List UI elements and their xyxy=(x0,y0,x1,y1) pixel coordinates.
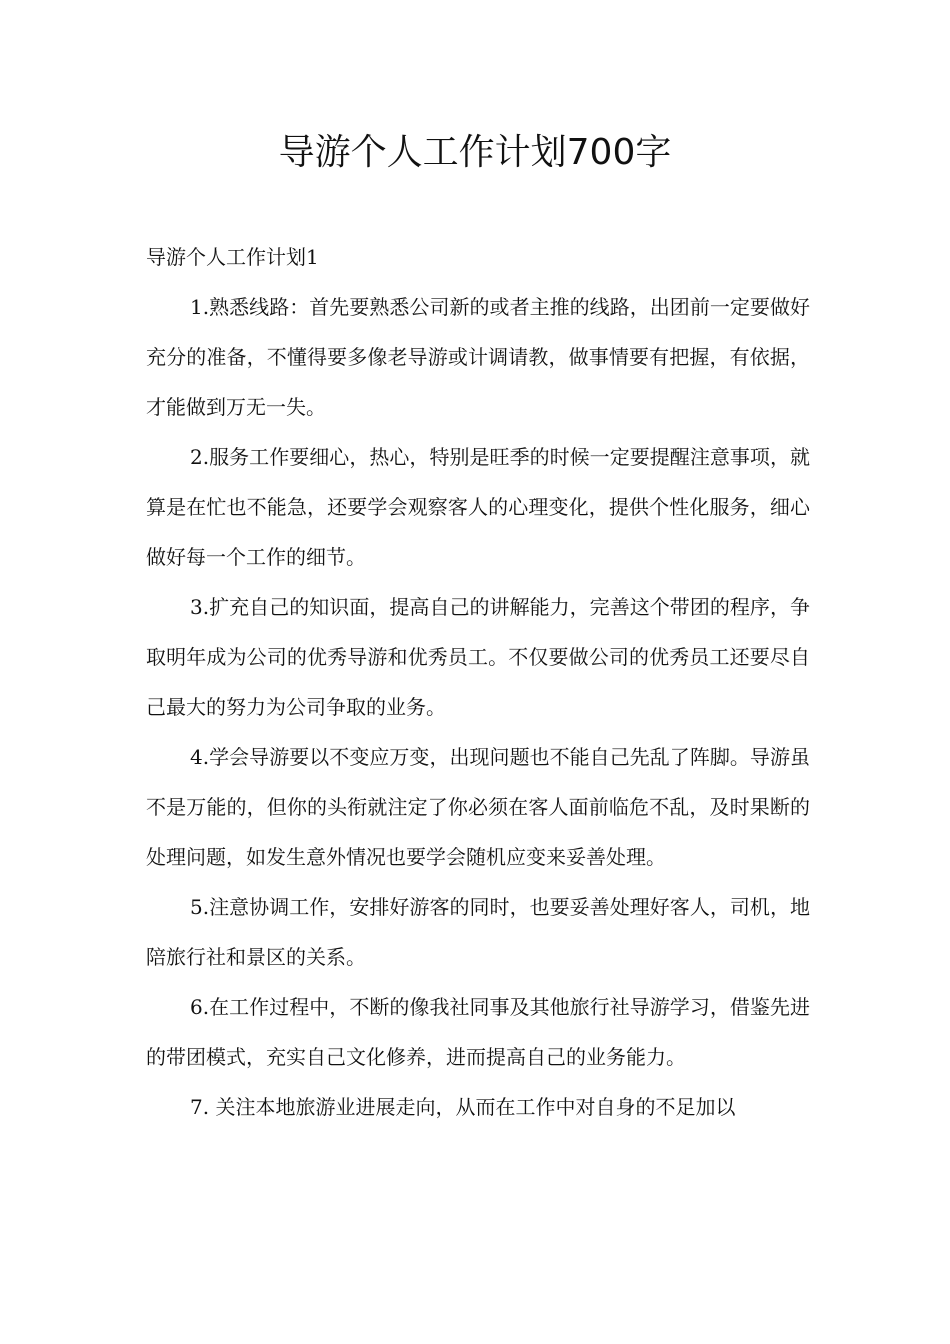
paragraph-6: 6.在工作过程中，不断的像我社同事及其他旅行社导游学习，借鉴先进的带团模式，充实自己文化修养，进而提高自己的业务能力。 xyxy=(146,995,810,1069)
paragraph-7: 7. 关注本地旅游业进展走向，从而在工作中对自身的不足加以 xyxy=(190,1095,736,1119)
paragraph-2: 2.服务工作要细心，热心，特别是旺季的时候一定要提醒注意事项，就算是在忙也不能急，还要学会观察客人的心理变化，提供个性化服务，细心做好每一个工作的细节。 xyxy=(146,445,810,569)
document-title: 导游个人工作计划700字 xyxy=(278,132,672,173)
document-body xyxy=(146,232,810,1132)
paragraph-1: 1.熟悉线路：首先要熟悉公司新的或者主推的线路，出团前一定要做好充分的准备，不懂得要多像老导游或计调请教，做事情要有把握，有依据，才能做到万无一失。 xyxy=(146,295,810,419)
paragraph-5: 5.注意协调工作，安排好游客的同时，也要妥善处理好客人，司机，地陪旅行社和景区的关系。 xyxy=(146,895,810,969)
paragraph-3: 3.扩充自己的知识面，提高自己的讲解能力，完善这个带团的程序，争取明年成为公司的优秀导游和优秀员工。不仅要做公司的优秀员工还要尽自己最大的努力为公司争取的业务。 xyxy=(146,595,810,719)
paragraph-4: 4.学会导游要以不变应万变，出现问题也不能自己先乱了阵脚。导游虽不是万能的，但你的头衔就注定了你必须在客人面前临危不乱，及时果断的处理问题，如发生意外情况也要学会随机应变来妥善处理。 xyxy=(146,745,810,869)
section-heading: 导游个人工作计划1 xyxy=(146,245,319,269)
